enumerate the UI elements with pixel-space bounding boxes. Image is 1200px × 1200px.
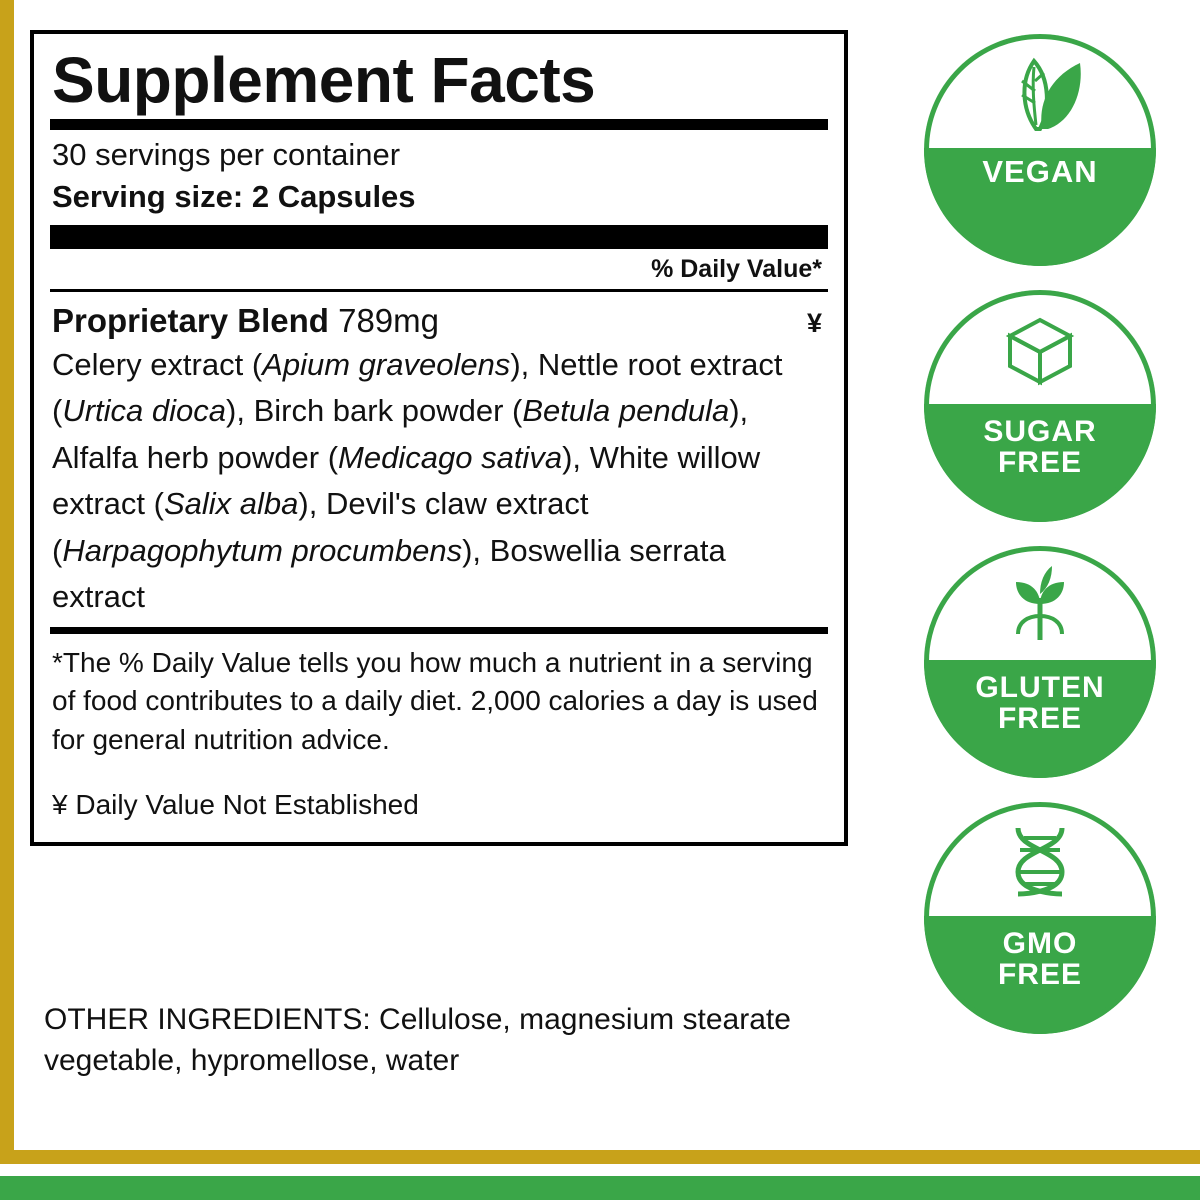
divider-thin-under-dv [50,289,828,292]
badge-label-line1: GMO [1002,927,1078,960]
sugar-cube-icon [924,298,1156,402]
badge-gmo-free [924,802,1156,1034]
badge-label-line2: FREE [997,446,1082,480]
badge-label [924,416,1156,478]
left-white-border [14,0,26,1200]
blend-label: Proprietary Blend [52,301,329,339]
daily-value-not-established: ¥ Daily Value Not Established [52,788,419,820]
servings-per-container: 30 servings per container [52,137,401,173]
leaf-icon [924,42,1156,146]
badge-gluten-free [924,546,1156,778]
daily-value-header: % Daily Value* [651,254,822,283]
badge-label [924,928,1156,990]
badge-label-line1: SUGAR [983,415,1097,448]
badge-label-line2: FREE [997,702,1082,736]
badge-vegan [924,34,1156,266]
blend-amount: 789mg [338,301,439,339]
serving-size: Serving size: 2 Capsules [52,179,416,215]
certification-badges [924,34,1174,1058]
divider-thick-top [50,119,828,130]
bottom-white-border [0,1164,1200,1176]
blend-ingredients-list: Celery extract (Apium graveolens), Nettle root extract (Urtica dioca), Birch bark powder (Betula pendula), Alfalfa herb powder (Medicago sativa), White willow extract (Salix alba), Devil's claw extract (Harpagophytum procumbens), Boswellia serrata extract [52,346,783,615]
bottom-gold-border [0,1150,1200,1164]
proprietary-blend-row [52,302,826,340]
divider-band [50,225,828,249]
badge-label: VEGAN [982,154,1098,189]
wheat-sprout-icon [924,554,1156,658]
proprietary-blend-name [52,302,439,340]
badge-label-line2: FREE [997,958,1082,992]
divider-med-bottom [50,627,828,634]
badge-sugar-free [924,290,1156,522]
badge-label-line1: GLUTEN [975,671,1105,704]
bottom-green-border [0,1176,1200,1200]
daily-value-footnote: *The % Daily Value tells you how much a nutrient in a serving of food contributes to a daily diet. 2,000 calories a day is used for general nutrition advice. [52,646,818,756]
badge-label [924,672,1156,734]
supplement-facts-panel [30,30,848,846]
dna-helix-icon [924,810,1156,914]
page-title: Supplement Facts [52,44,596,116]
other-ingredients: OTHER INGREDIENTS: Cellulose, magnesium stearate vegetable, hypromellose, water [44,1003,791,1077]
left-gold-border [0,0,14,1200]
blend-daily-value-symbol: ¥ [806,307,822,338]
